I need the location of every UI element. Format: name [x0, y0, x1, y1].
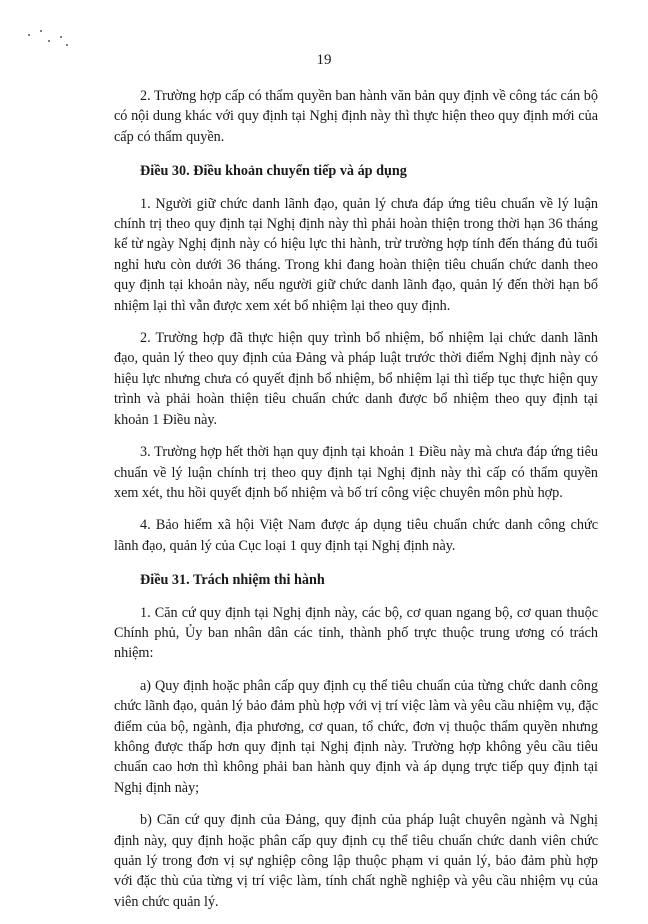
- page-number: 19: [316, 52, 332, 68]
- paragraph-article-31-1: 1. Căn cứ quy định tại Nghị định này, các bộ, cơ quan ngang bộ, cơ quan thuộc Chính phủ, Ủy ban nhân dân các tỉnh, thành phố trực thuộc trung ương có trách nhiệm:: [114, 604, 598, 662]
- article-31-heading: Điều 31. Trách nhiệm thi hành: [140, 572, 325, 589]
- document-body: [114, 86, 598, 924]
- paragraph-article-31-1a: a) Quy định hoặc phân cấp quy định cụ thể tiêu chuẩn của từng chức danh công chức lãnh đạo, quản lý bảo đảm phù hợp với vị trí việc làm và yêu cầu nhiệm vụ, đặc điểm của bộ, ngành, địa phương, cơ quan, tổ chức, đơn vị thuộc thẩm quyền nhưng không được thấp hơn quy định tại Nghị định này. Trường hợp không yêu cầu tiêu chuẩn cao hơn thì không phải ban hành quy định và áp dụng trực tiếp quy định tại Nghị định này;: [114, 677, 598, 796]
- article-30-heading: Điều 30. Điều khoản chuyển tiếp và áp dụng: [140, 163, 407, 180]
- paragraph-article-30-2: 2. Trường hợp đã thực hiện quy trình bổ nhiệm, bổ nhiệm lại chức danh lãnh đạo, quản lý theo quy định của Đảng và pháp luật trước thời điểm Nghị định này có hiệu lực nhưng chưa có quyết định bổ nhiệm, bổ nhiệm lại thì tiếp tục thực hiện quy trình và phải hoàn thiện tiêu chuẩn chức danh được bổ nhiệm theo quy định tại khoản 1 Điều này.: [114, 330, 598, 428]
- paragraph-article-31-1b: b) Căn cứ quy định của Đảng, quy định của pháp luật chuyên ngành và Nghị định này, quy định hoặc phân cấp quy định cụ thể tiêu chuẩn chức danh viên chức quản lý trong đơn vị sự nghiệp công lập thuộc phạm vi quản lý, bảo đảm phù hợp với đặc thù của từng vị trí việc làm, tính chất nghề nghiệp và yêu cầu nhiệm vụ của viên chức quản lý.: [114, 812, 598, 910]
- paragraph-clause-29-2: 2. Trường hợp cấp có thẩm quyền ban hành văn bản quy định về công tác cán bộ có nội dung khác với quy định tại Nghị định này thì thực hiện theo quy định mới của cấp có thẩm quyền.: [114, 88, 598, 145]
- paragraph-article-30-3: 3. Trường hợp hết thời hạn quy định tại khoản 1 Điều này mà chưa đáp ứng tiêu chuẩn về lý luận chính trị theo quy định tại Nghị định này thì cấp có thẩm quyền xem xét, thu hồi quyết định bổ nhiệm và bố trí công việc chuyên môn phù hợp.: [114, 444, 598, 501]
- paragraph-article-30-1: 1. Người giữ chức danh lãnh đạo, quản lý chưa đáp ứng tiêu chuẩn về lý luận chính trị theo quy định tại Nghị định này thì phải hoàn thiện trong thời hạn 36 tháng kể từ ngày Nghị định này có hiệu lực thi hành, trừ trường hợp tính đến tháng đủ tuổi nghỉ hưu còn dưới 36 tháng. Trong khi đang hoàn thiện tiêu chuẩn chức danh theo quy định tại khoản này, nếu người giữ chức danh lãnh đạo, quản lý đến thời hạn bổ nhiệm lại thì vẫn được xem xét bổ nhiệm lại theo quy định.: [114, 195, 598, 314]
- paragraph-article-30-4: 4. Bảo hiểm xã hội Việt Nam được áp dụng tiêu chuẩn chức danh công chức lãnh đạo, quản lý của Cục loại 1 quy định tại Nghị định này.: [114, 517, 598, 554]
- scan-specks: [26, 28, 76, 52]
